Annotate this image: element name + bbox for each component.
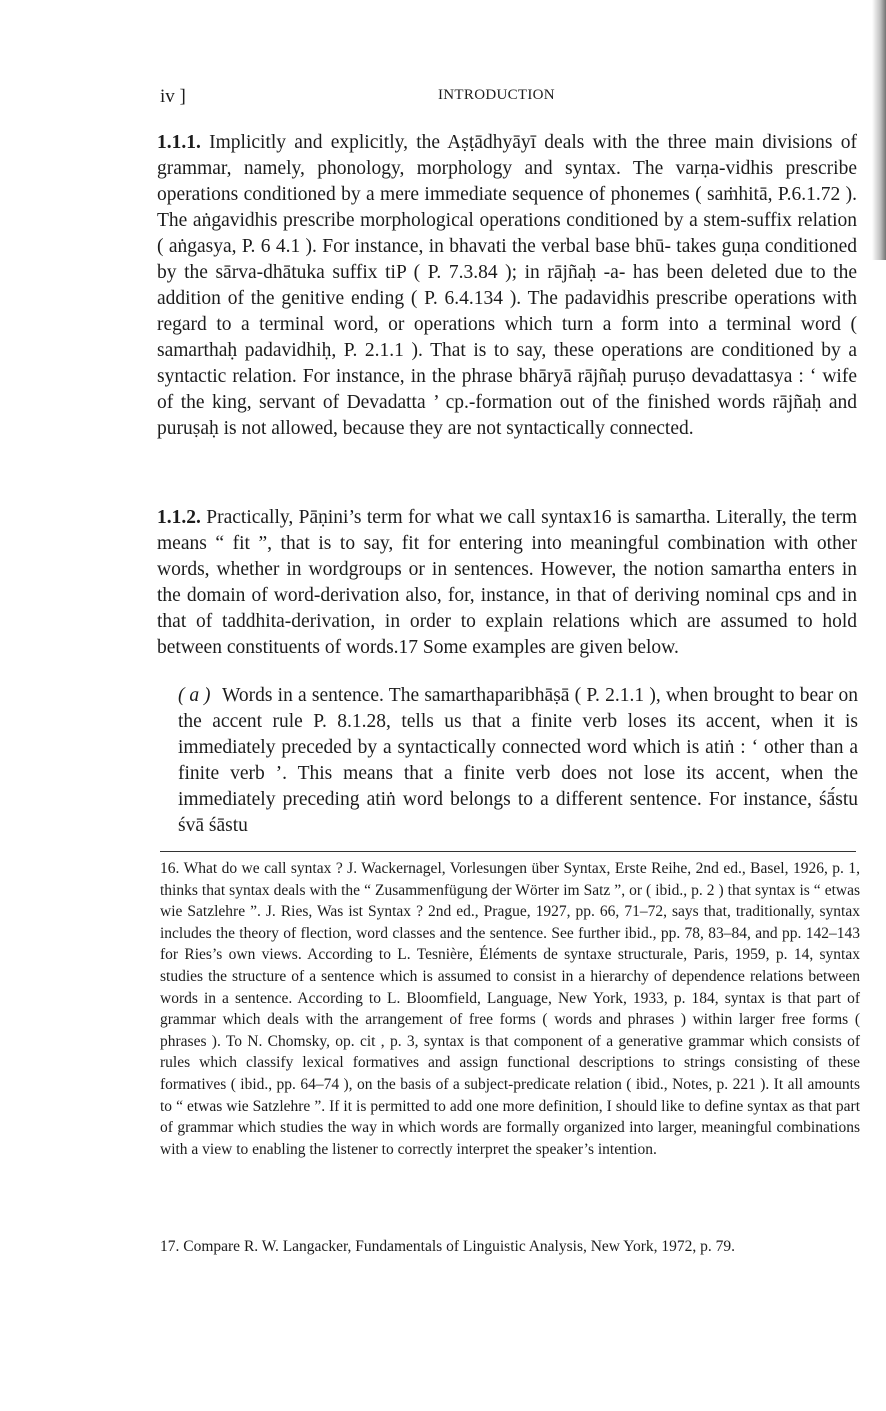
subsection-a	[178, 683, 858, 839]
footnote-16	[160, 858, 860, 1160]
section-number: 1.1.2.	[157, 507, 201, 528]
section-1-1-2	[157, 505, 857, 661]
section-text: Practically, Pāṇini’s term for what we call syntax16 is samartha. Literally, the term means “ fit ”, that is to say, fit for entering into meaningful combination with other words, whether in wordgroups or in sentences. However, the notion samartha enters in the domain of word-derivation also, for, instance, in that of deriving nominal cps and in that of taddhita-derivation, in order to explain relations which are assumed to hold between constituents of words.17 Some examples are given below.	[157, 507, 857, 658]
page-number: iv ]	[160, 86, 186, 107]
footnote-text: Compare R. W. Langacker, Fundamentals of Linguistic Analysis, New York, 1972, p. 79.	[183, 1238, 735, 1255]
footnote-number: 17.	[160, 1238, 180, 1255]
footnote-number: 16.	[160, 860, 180, 877]
subsection-text: Words in a sentence. The samarthaparibhāṣā ( P. 2.1.1 ), when brought to bear on the accent rule P. 8.1.28, tells us that a finite verb loses its accent, when it is immediately preceded by a syntactically connected word which is atiṅ : ‘ other than a finite verb ’. This means that a finite verb does not lose its accent, when the immediately preceding atiṅ word belongs to a different sentence. For instance, śā́stu śvā śāstu	[178, 685, 858, 836]
scan-edge-shadow	[872, 0, 886, 260]
running-head: INTRODUCTION	[438, 87, 555, 103]
section-text: Implicitly and explicitly, the Aṣṭādhyāyī deals with the three main divisions of grammar, namely, phonology, morphology and syntax. The varṇa-vidhis prescribe operations conditioned by a mere immediate sequence of phonemes ( saṁhitā, P.6.1.72 ). The aṅgavidhis prescribe morphological operations conditioned by a stem-suffix relation ( aṅgasya, P. 6 4.1 ). For instance, in bhavati the verbal base bhū- takes guṇa conditioned by the sārva-dhātuka suffix tiP ( P. 7.3.84 ); in rājñaḥ -a- has been deleted due to the addition of the genitive ending ( P. 6.4.134 ). The padavidhis prescribe operations with regard to a terminal word, or operations which turn a form into a terminal word ( samarthaḥ padavidhiḥ, P. 2.1.1 ). That is to say, these operations are conditioned by a syntactic relation. For instance, in the phrase bhāryā rājñaḥ puruṣo devadattasya : ‘ wife of the king, servant of Devadatta ’ cp.-formation out of the finished words rājñaḥ and puruṣaḥ is not allowed, because they are not syntactically connected.	[157, 132, 858, 439]
subsection-label: ( a )	[178, 685, 211, 706]
footnote-text: What do we call syntax ? J. Wackernagel, Vorlesungen über Syntax, Erste Reihe, 2nd ed., Basel, 1926, p. 1, thinks that syntax deals with the “ Zusammenfügung der Wörter im Satz ”, or ( ibid., p. 2 ) that syntax is “ etwas wie Satzlehre ”. J. Ries, Was ist Syntax ? 2nd ed., Prague, 1927, pp. 66, 71–72, says that, traditionally, syntax includes the theory of flection, word classes and the sentence. See further ibid., pp. 78, 83–84, and pp. 142–143 for Ries’s own views. According to L. Tesnière, Éléments de syntaxe structurale, Paris, 1959, p. 14, syntax studies the structure of a sentence which is assumed to consist in a hierarchy of dependence relations between words in a sentence. According to L. Bloomfield, Language, New York, 1933, p. 184, syntax is that part of grammar which deals with the arrangement of free forms ( words and phrases ) within larger free forms ( phrases ). To N. Chomsky, op. cit , p. 3, syntax is that component of a generative grammar which consists of rules which classify lexical formatives and assign functional descriptions to strings consisting of these formatives ( ibid., pp. 64–74 ), on the basis of a subject-predicate relation ( ibid., Notes, p. 221 ). It all amounts to “ etwas wie Satzlehre ”. If it is permitted to add one more definition, I should like to define syntax as that part of grammar which studies the way in which words are formally organized into larger, meaningful combinations with a view to enabling the listener to correctly interpret the speaker’s intention.	[160, 860, 860, 1158]
footnote-17	[160, 1236, 860, 1258]
footnote-rule	[160, 851, 856, 852]
section-number: 1.1.1.	[157, 132, 201, 153]
section-1-1-1	[157, 130, 857, 442]
